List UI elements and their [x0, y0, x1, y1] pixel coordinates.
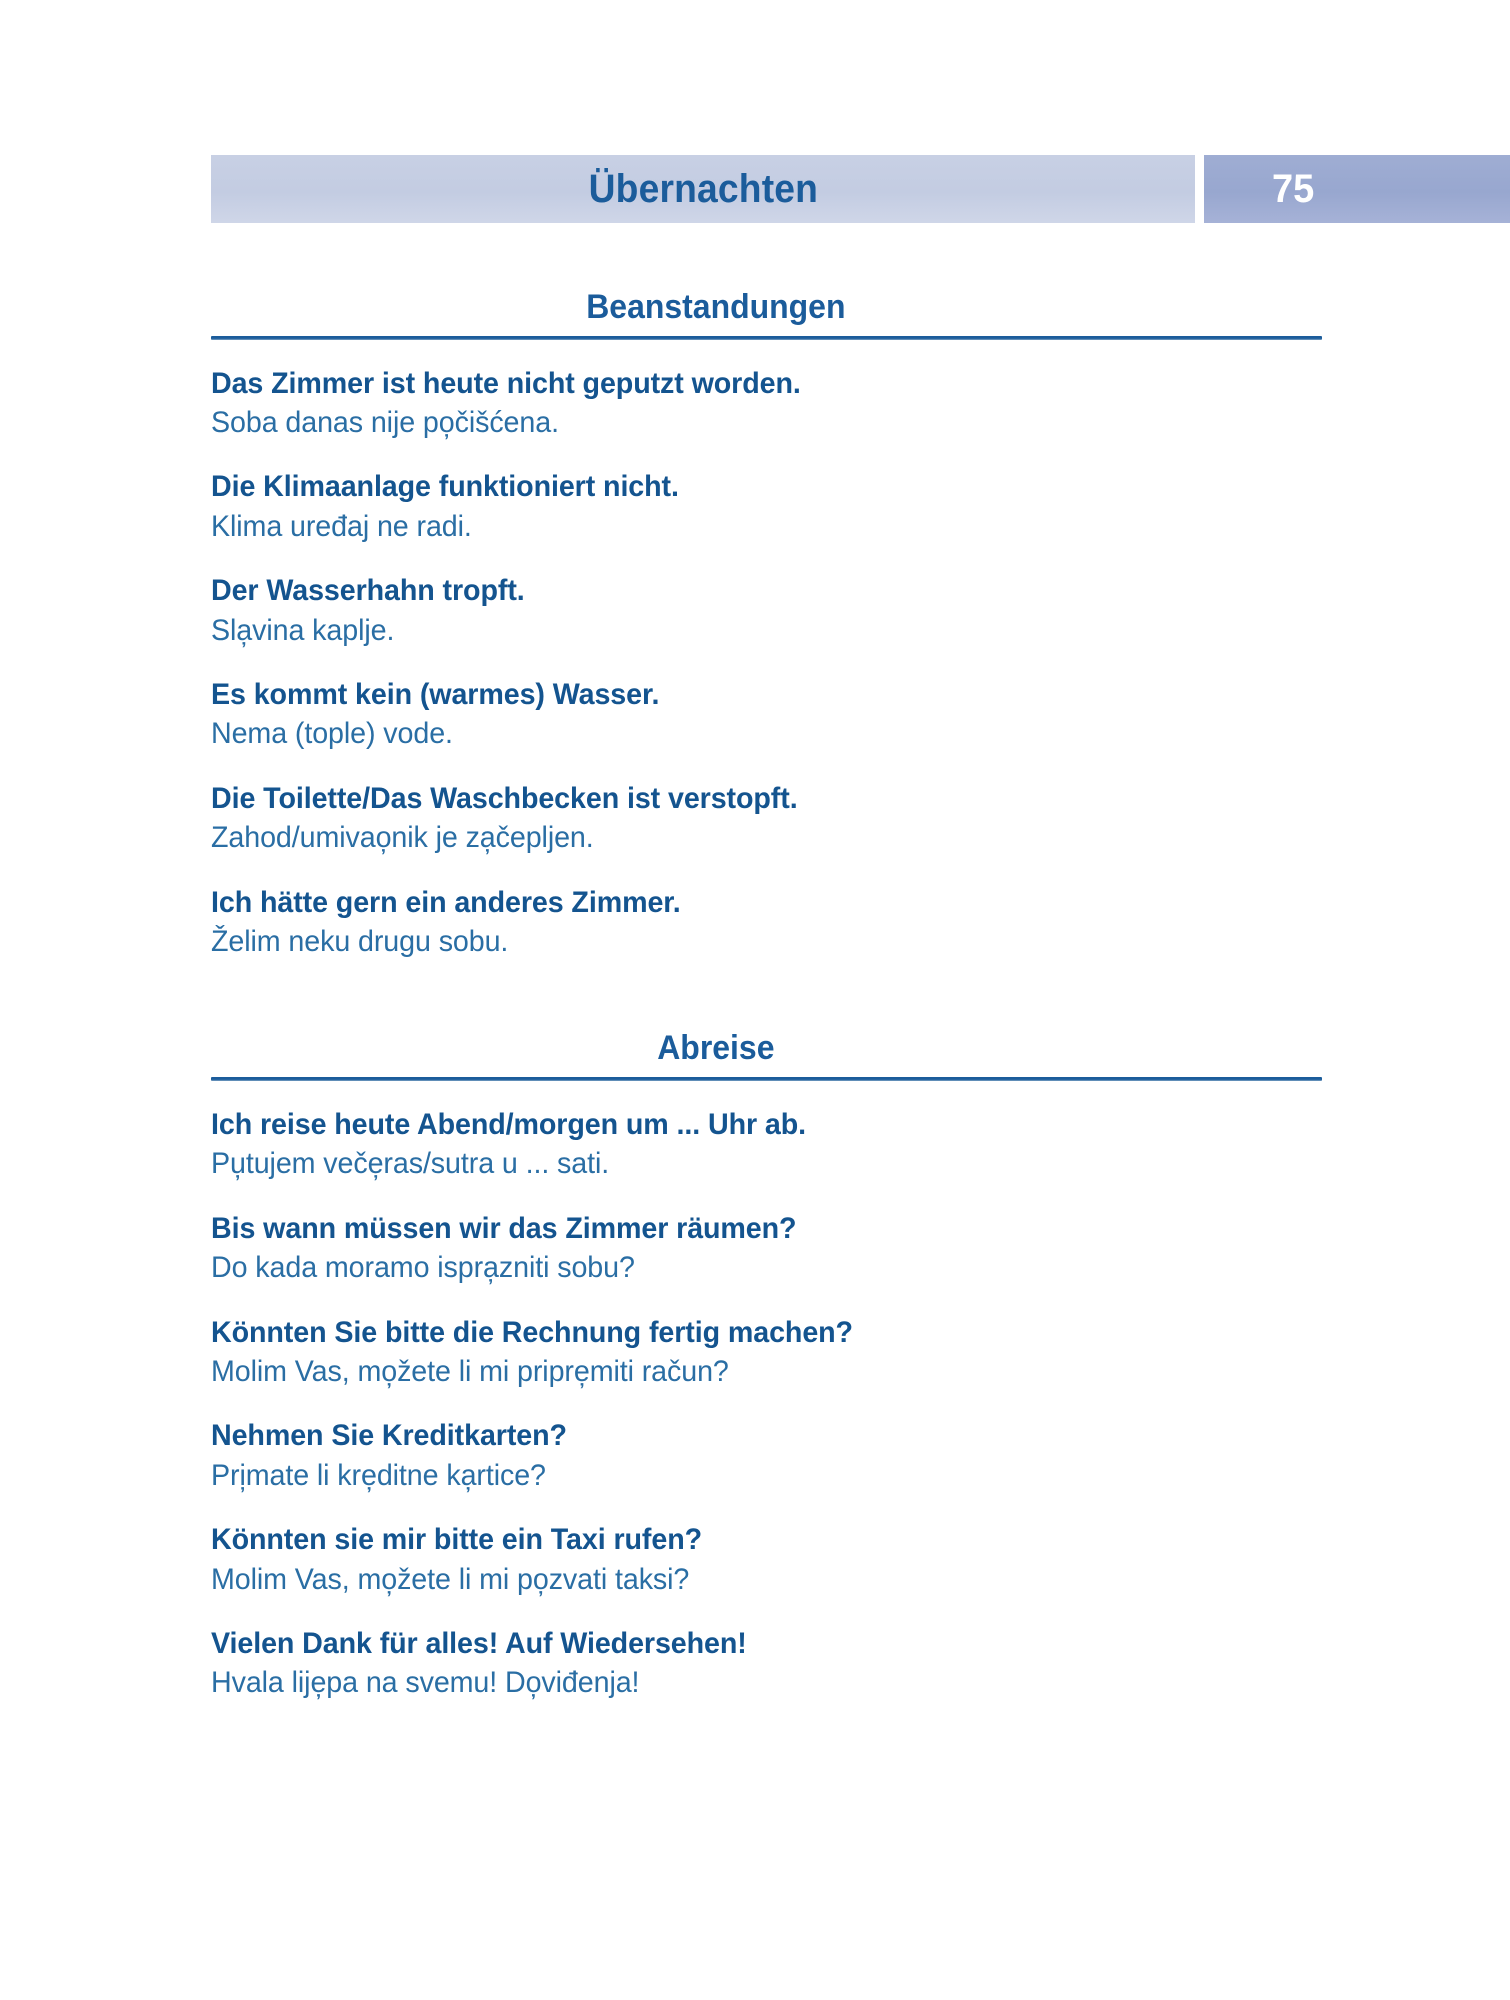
- phrase-entry: [211, 885, 1326, 960]
- page-title: Übernachten: [588, 167, 818, 211]
- phrase-german: Das Zimmer ist heute nicht geputzt worden.: [211, 366, 801, 400]
- phrase-german: Ich hätte gern ein anderes Zimmer.: [211, 885, 681, 919]
- section-beanstandungen: [211, 290, 1326, 959]
- phrase-croatian: Sla̦vina kaplje.: [211, 613, 395, 647]
- page-number: 75: [1272, 167, 1315, 211]
- phrase-german: Vielen Dank für alles! Auf Wiedersehen!: [211, 1626, 747, 1660]
- phrase-german: Der Wasserhahn tropft.: [211, 574, 525, 608]
- content-column: [211, 290, 1326, 1701]
- phrase-entry: [211, 1418, 1326, 1493]
- section-rule: [211, 1077, 1322, 1081]
- phrase-german: Bis wann müssen wir das Zimmer räumen?: [211, 1211, 797, 1245]
- phrase-entry: [211, 1626, 1326, 1701]
- phrase-german: Die Klimaanlage funktioniert nicht.: [211, 470, 679, 504]
- page-number-band: [1204, 155, 1510, 223]
- header-divider: [1195, 155, 1204, 223]
- phrase-entry: [211, 1522, 1326, 1597]
- phrase-croatian: Nema (tople) vode.: [211, 717, 453, 751]
- phrase-croatian: Pri̦mate li kre̦ditne ka̦rtice?: [211, 1458, 546, 1492]
- section-heading: Beanstandungen: [586, 288, 846, 326]
- phrase-entry: [211, 677, 1326, 752]
- phrase-german: Ich reise heute Abend/morgen um ... Uhr ab.: [211, 1108, 807, 1142]
- phrase-german: Könnten Sie bitte die Rechnung fertig machen?: [211, 1315, 853, 1349]
- section-heading: Abreise: [657, 1029, 775, 1068]
- phrase-croatian: Do kada moramo ispra̦zniti sobu?: [211, 1251, 635, 1285]
- running-header: [211, 155, 1510, 223]
- phrase-entry: [211, 781, 1326, 856]
- phrase-german: Nehmen Sie Kreditkarten?: [211, 1419, 567, 1453]
- section-abreise: [211, 1031, 1326, 1700]
- phrase-croatian: Pu̦tujem veče̦ras/sutra u ... sati.: [211, 1147, 610, 1181]
- phrase-entry: [211, 573, 1326, 648]
- phrase-croatian: Hvala lije̦pa na svemu! Do̦viđenja!: [211, 1666, 640, 1700]
- phrase-list: [211, 1107, 1326, 1701]
- phrase-croatian: Zahod/umivao̦nik je za̦čepljen.: [211, 821, 594, 855]
- phrase-german: Es kommt kein (warmes) Wasser.: [211, 678, 660, 712]
- phrase-croatian: Soba danas nije po̦čišćena.: [211, 406, 559, 440]
- phrase-entry: [211, 1315, 1326, 1390]
- phrase-german: Die Toilette/Das Waschbecken ist verstopft.: [211, 781, 798, 815]
- phrase-entry: [211, 469, 1326, 544]
- phrase-entry: [211, 1211, 1326, 1286]
- phrase-croatian: Klima uređaj ne radi.: [211, 509, 472, 543]
- phrase-croatian: Molim Vas, mo̦žete li mi po̦zvati taksi?: [211, 1562, 690, 1596]
- phrase-entry: [211, 1107, 1326, 1182]
- phrase-german: Könnten sie mir bitte ein Taxi rufen?: [211, 1523, 703, 1557]
- phrase-croatian: Molim Vas, mo̦žete li mi pripre̦miti račun?: [211, 1355, 729, 1389]
- phrase-entry: [211, 366, 1326, 441]
- phrase-croatian: Želim neku drugu sobu.: [211, 924, 509, 958]
- header-title-band: [211, 155, 1195, 223]
- section-rule: [211, 336, 1322, 340]
- phrase-list: [211, 366, 1326, 960]
